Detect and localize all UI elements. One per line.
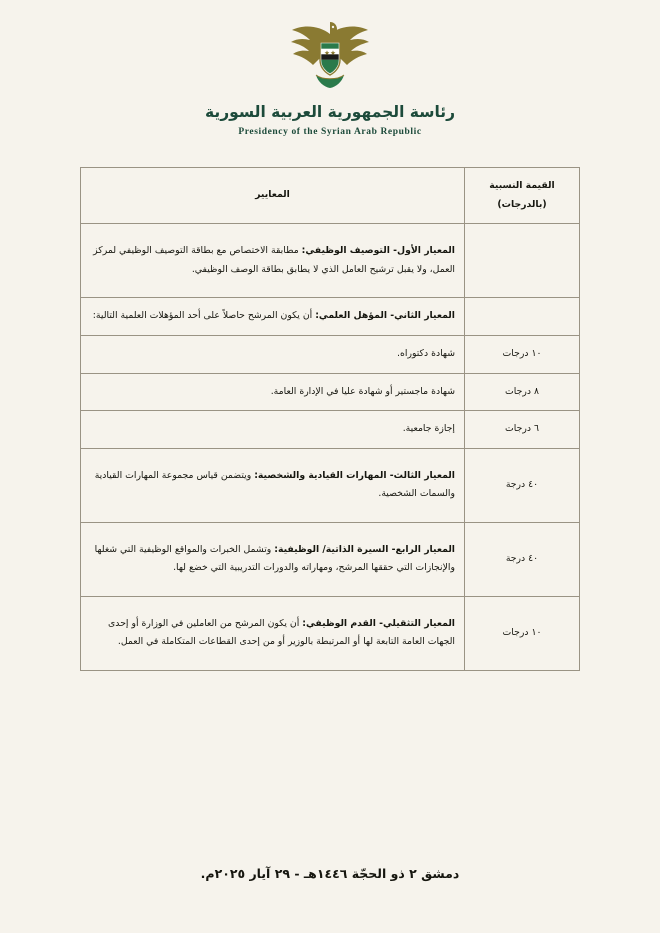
row-criteria	[81, 298, 465, 336]
table-header-row	[81, 168, 580, 224]
row-value: ٦ درجات	[465, 411, 580, 449]
row-criteria	[81, 335, 465, 373]
row-criteria-text: إجازة جامعية.	[402, 423, 455, 435]
table-row	[81, 224, 580, 298]
table-row	[81, 448, 580, 522]
row-criteria-label: المعيار الثالث- المهارات القيادية والشخصية:	[254, 469, 455, 481]
document-footer-date: دمشق ٢ ذو الحجّة ١٤٤٦هـ - ٢٩ آيار ٢٠٢٥م.	[200, 866, 460, 881]
row-criteria-text: أن يكون المرشح حاصلاً على أحد المؤهلات العلمية التالية:	[92, 310, 316, 322]
table-row	[81, 522, 580, 596]
row-criteria	[81, 522, 465, 596]
row-value	[465, 224, 580, 298]
syrian-eagle-emblem-icon	[286, 18, 374, 90]
row-criteria	[81, 448, 465, 522]
table-row	[81, 298, 580, 336]
organization-title-english: Presidency of the Syrian Arab Republic	[238, 127, 422, 138]
row-criteria-label: المعيار التثقيلي- القدم الوظيفي:	[302, 617, 455, 629]
organization-title-arabic: رئاسة الجمهورية العربية السورية	[204, 103, 456, 121]
column-header-criteria: المعايير	[81, 168, 465, 224]
document-header	[0, 0, 660, 137]
table-row	[81, 596, 580, 670]
row-criteria-text: مطابقة الاختصاص مع بطاقة التوصيف الوظيفي لمركز العمل، ولا يقبل ترشيح العامل الذي لا يطابق بطاقة الوصف الوظيفي.	[93, 245, 455, 275]
row-value: ٤٠ درجة	[465, 522, 580, 596]
row-criteria-text: وتشمل الخبرات والمواقع الوظيفية التي شغلها والإنجازات التي حققها المرشح، ومهاراته والدورات التدريبية التي خضع لها.	[94, 543, 455, 574]
row-criteria	[81, 411, 465, 449]
row-value: ٨ درجات	[465, 373, 580, 411]
row-criteria-label: المعيار الأول- التوصيف الوظيفي:	[301, 245, 455, 257]
row-criteria-label: المعيار الثاني- المؤهل العلمي:	[315, 310, 455, 322]
row-criteria-text: شهادة دكتوراه.	[397, 347, 455, 359]
row-criteria	[81, 596, 465, 670]
criteria-table-wrapper	[80, 167, 580, 671]
row-value: ١٠ درجات	[465, 596, 580, 670]
row-criteria-text: شهادة ماجستير أو شهادة عليا في الإدارة العامة.	[270, 385, 455, 397]
table-row	[81, 373, 580, 411]
row-value	[465, 298, 580, 336]
table-row	[81, 335, 580, 373]
criteria-table	[80, 167, 580, 671]
row-value: ٤٠ درجة	[465, 448, 580, 522]
row-criteria	[81, 224, 465, 298]
row-criteria-text: أن يكون المرشح من العاملين في الوزارة أو إحدى الجهات العامة التابعة لها أو المرتبطة بالوزير أو من إحدى القطاعات المتكاملة في العمل.	[108, 617, 455, 648]
row-criteria	[81, 373, 465, 411]
row-criteria-label: المعيار الرابع- السيرة الذاتية/ الوظيفية:	[274, 543, 455, 555]
column-header-value: القيمة النسبية (بالدرجات)	[465, 168, 580, 224]
row-value: ١٠ درجات	[465, 335, 580, 373]
row-criteria-text: ويتضمن قياس مجموعة المهارات القيادية والسمات الشخصية.	[94, 469, 455, 500]
table-row	[81, 411, 580, 449]
